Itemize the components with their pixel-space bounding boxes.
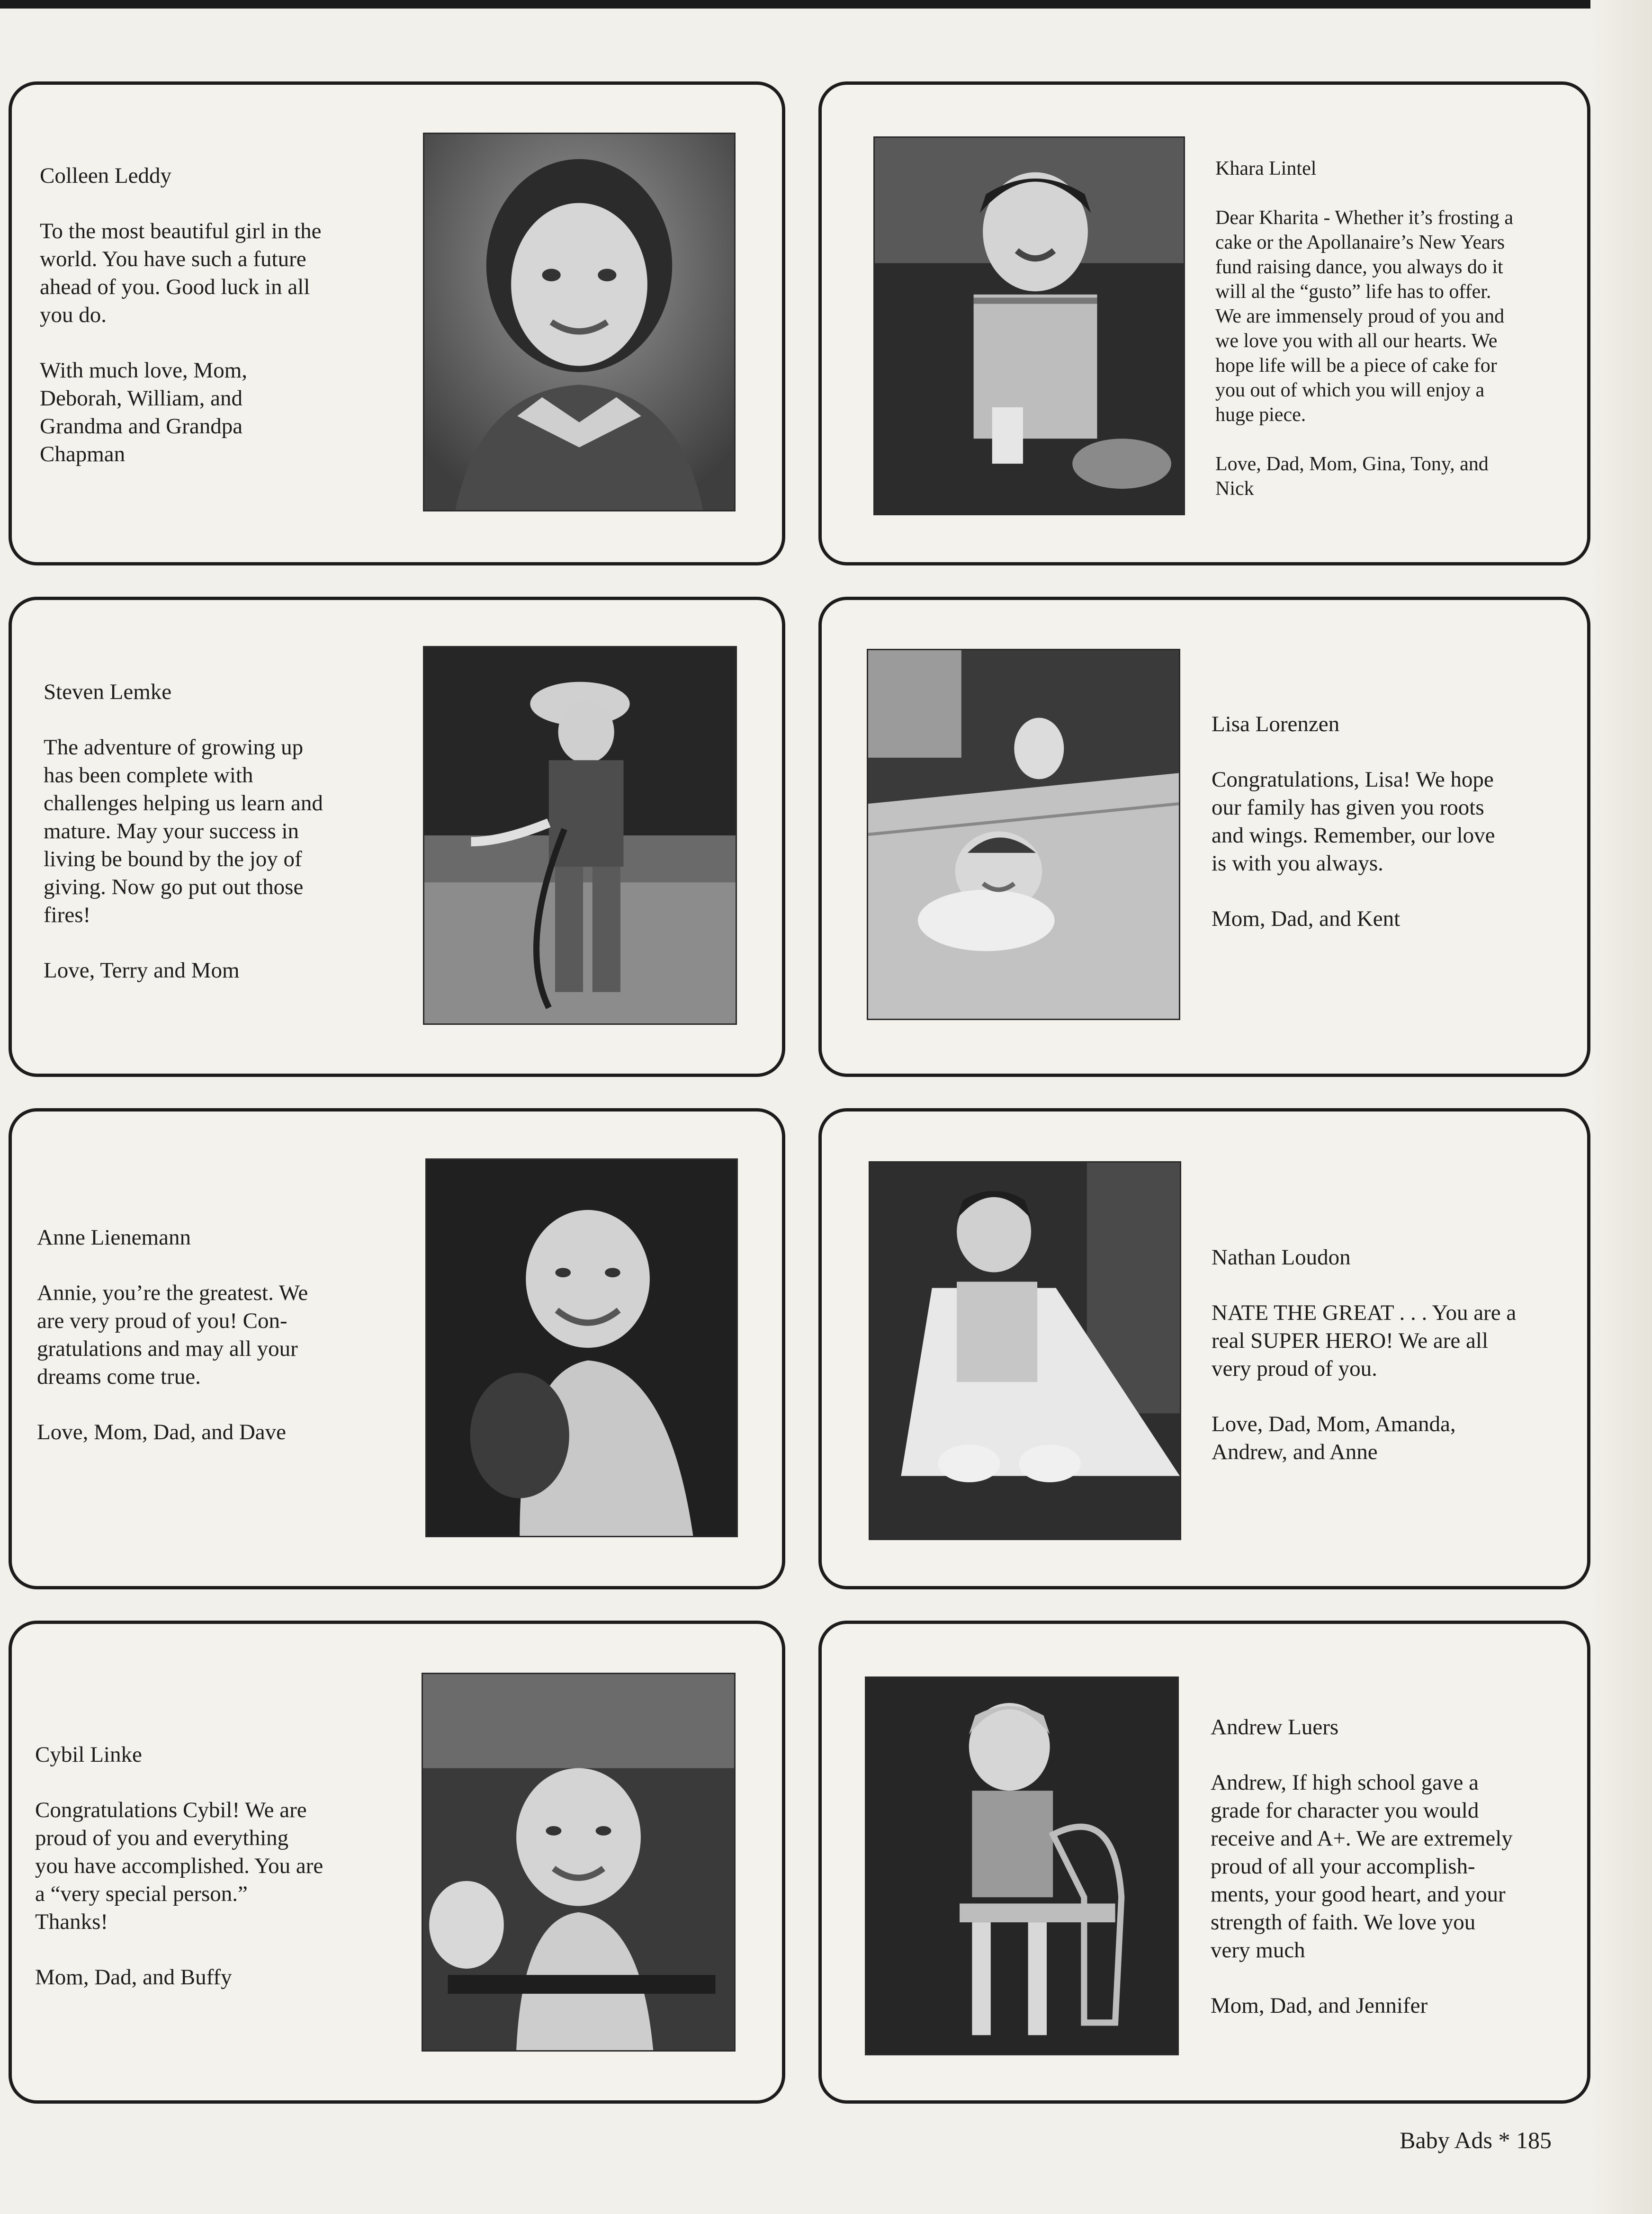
ad-text-andrew-luers bbox=[1211, 1713, 1580, 2020]
ad-text-khara-lintel bbox=[1215, 156, 1575, 501]
ad-text-steven-lemke bbox=[44, 678, 422, 985]
baby-photo-steven-lemke bbox=[423, 646, 737, 1025]
ad-message: The adventure of growing up has been complete with challenges helping us learn and mature. May your success in living be bound by the joy of giving. Now go put out those fires! bbox=[44, 735, 323, 927]
baby-photo-khara-lintel bbox=[873, 136, 1185, 515]
ad-signoff: Love, Mom, Dad, and Dave bbox=[37, 1420, 286, 1444]
ad-name: Anne Lienemann bbox=[37, 1225, 191, 1250]
ad-signoff: Love, Dad, Mom, Gina, Tony, and Nick bbox=[1215, 453, 1489, 500]
baby-photo-colleen-leddy bbox=[423, 133, 736, 511]
baby-photo-andrew-luers bbox=[865, 1676, 1179, 2055]
ad-signoff: Mom, Dad, and Buffy bbox=[35, 1965, 232, 1990]
ad-signoff: Mom, Dad, and Kent bbox=[1212, 906, 1401, 931]
ad-message: Congratulations, Lisa! We hope our family has given you roots and wings. Remember, our love is with you always. bbox=[1212, 767, 1495, 876]
ad-signoff: Love, Dad, Mom, Amanda, Andrew, and Anne bbox=[1212, 1412, 1456, 1464]
ad-name: Nathan Loudon bbox=[1212, 1245, 1351, 1270]
ad-name: Steven Lemke bbox=[44, 680, 172, 704]
ad-signoff: With much love, Mom, Deborah, William, and Grandma and Grandpa Chapman bbox=[40, 358, 248, 466]
ad-name: Cybil Linke bbox=[35, 1742, 142, 1767]
ad-text-anne-lienemann bbox=[37, 1224, 416, 1446]
baby-photo-cybil-linke bbox=[422, 1673, 736, 2052]
ad-name: Andrew Luers bbox=[1211, 1715, 1339, 1739]
ad-message: Congratulations Cybil! We are proud of you and everything you have accomplished. You are a “very special person.” Thanks! bbox=[35, 1798, 323, 1934]
ad-text-cybil-linke bbox=[35, 1741, 414, 1991]
baby-photo-lisa-lorenzen bbox=[867, 649, 1180, 1020]
ad-message: NATE THE GREAT . . . You are a real SUPER HERO! We are all very proud of you. bbox=[1212, 1300, 1517, 1381]
ad-signoff: Mom, Dad, and Jennifer bbox=[1211, 1993, 1428, 2018]
ad-message: To the most beautiful girl in the world. You have such a future ahead of you. Good luck in all you do. bbox=[40, 219, 322, 327]
ad-text-colleen-leddy bbox=[40, 162, 419, 468]
ad-message: Dear Kharita - Whether it’s frosting a cake or the Apollanaire’s New Years fund raising dance, you always do it will al the “gusto” life has to offer. We are immensely proud of you and we love you with all our hearts. We hope life will be a piece of cake for you out of which you will enjoy a huge piece. bbox=[1215, 207, 1513, 426]
page-footer: Baby Ads * 185 bbox=[1400, 2127, 1552, 2153]
ad-name: Colleen Leddy bbox=[40, 163, 172, 188]
ad-message: Andrew, If high school gave a grade for character you would receive and A+. We are extremely proud of all your accomplish- ments, your good heart, and your strength of faith. We love you very much bbox=[1211, 1770, 1513, 1963]
top-edge bbox=[0, 0, 1652, 9]
ad-text-nathan-loudon bbox=[1212, 1244, 1571, 1466]
baby-photo-anne-lienemann bbox=[425, 1158, 738, 1537]
ad-text-lisa-lorenzen bbox=[1212, 710, 1571, 933]
baby-photo-nathan-loudon bbox=[869, 1161, 1181, 1540]
ad-message: Annie, you’re the greatest. We are very proud of you! Con- gratulations and may all your dreams come true. bbox=[37, 1281, 308, 1389]
ad-name: Lisa Lorenzen bbox=[1212, 712, 1340, 736]
ad-name: Khara Lintel bbox=[1215, 158, 1317, 179]
page-edge bbox=[1590, 0, 1652, 2214]
ad-signoff: Love, Terry and Mom bbox=[44, 958, 240, 983]
